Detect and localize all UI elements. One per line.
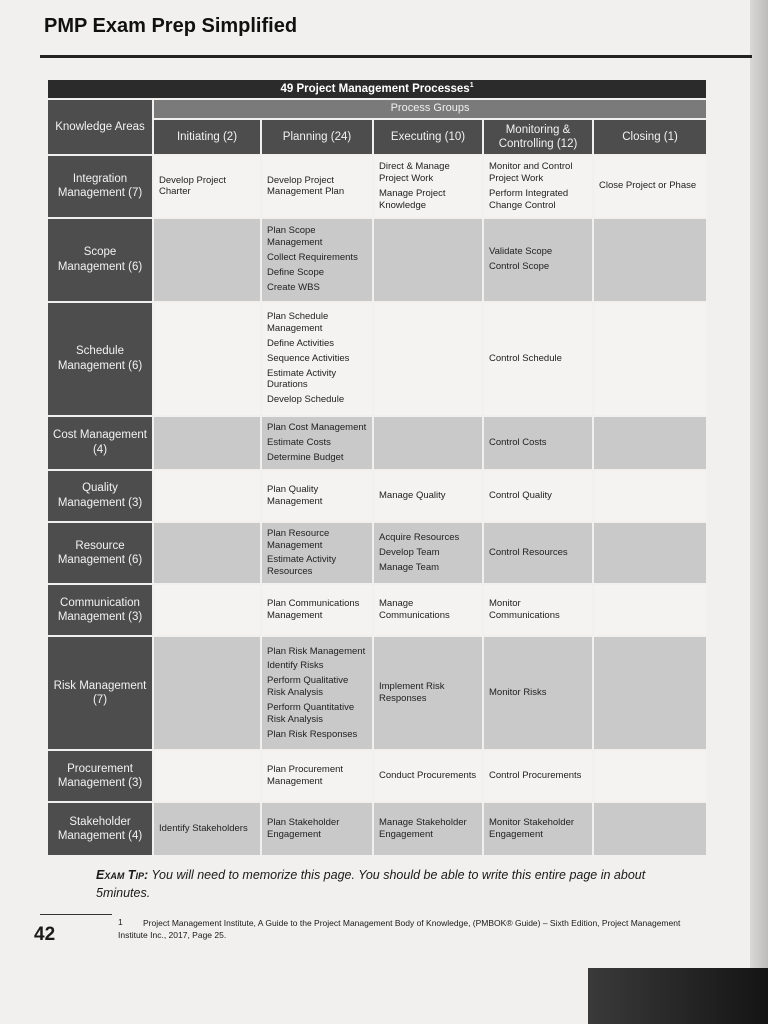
process-cell-monitoring xyxy=(484,585,592,635)
process-cell-executing xyxy=(374,417,482,469)
process-name: Develop Team xyxy=(379,546,440,558)
table-row xyxy=(48,156,706,217)
process-cell-monitoring xyxy=(484,751,592,801)
process-cell-initiating xyxy=(154,219,260,301)
process-name: Manage Project Knowledge xyxy=(379,187,446,211)
process-cell-initiating xyxy=(154,156,260,217)
process-name: Plan Cost Management xyxy=(267,421,367,433)
process-name: Create WBS xyxy=(267,281,320,293)
process-table xyxy=(46,78,708,857)
process-cell-executing xyxy=(374,471,482,521)
background-object xyxy=(588,968,768,1024)
process-name: Sequence Activities xyxy=(267,352,350,364)
table-row xyxy=(48,751,706,801)
process-cell-closing xyxy=(594,471,706,521)
process-cell-closing xyxy=(594,637,706,749)
column-header-closing: Closing (1) xyxy=(594,120,706,154)
process-name: Plan Communications Management xyxy=(267,598,360,622)
process-name: Plan Procurement Management xyxy=(267,764,344,788)
process-name: Control Costs xyxy=(489,436,547,448)
process-cell-closing xyxy=(594,751,706,801)
page-edge xyxy=(750,0,768,1024)
process-name: Control Scope xyxy=(489,261,550,273)
table-row xyxy=(48,417,706,469)
process-groups-header: Process Groups xyxy=(154,100,706,118)
process-name: Define Scope xyxy=(267,267,325,279)
process-cell-closing xyxy=(594,303,706,415)
process-cell-monitoring xyxy=(484,303,592,415)
process-name: Estimate Costs xyxy=(267,436,331,448)
process-name: Develop Schedule xyxy=(267,394,345,406)
process-name: Control Resources xyxy=(489,546,568,558)
footnote-text: Project Management Institute, A Guide to the Project Management Body of Knowledge, (PMBOK® Guide) – Sixth Edition, Project Management Institute Inc., 2017, Page 25. xyxy=(118,918,681,941)
process-name: Identify Stakeholders xyxy=(159,823,248,835)
process-name: Manage Communications xyxy=(379,598,450,622)
process-cell-executing xyxy=(374,803,482,855)
process-cell-initiating xyxy=(154,523,260,584)
process-name: Manage Team xyxy=(379,561,440,573)
table-row xyxy=(48,803,706,855)
table-body xyxy=(48,156,706,855)
column-header-executing: Executing (10) xyxy=(374,120,482,154)
table-row xyxy=(48,471,706,521)
process-cell-closing xyxy=(594,417,706,469)
process-cell-monitoring xyxy=(484,156,592,217)
process-cell-initiating xyxy=(154,417,260,469)
process-cell-planning xyxy=(262,585,372,635)
knowledge-area-cell: Integration Management (7) xyxy=(48,156,152,217)
exam-tip xyxy=(96,867,696,902)
process-name: Validate Scope xyxy=(489,246,553,258)
process-name: Plan Schedule Management xyxy=(267,311,329,334)
process-cell-planning xyxy=(262,803,372,855)
process-name: Plan Risk Management xyxy=(267,645,366,657)
process-name: Control Procurements xyxy=(489,770,582,782)
process-name: Monitor Communications xyxy=(489,598,560,622)
process-cell-planning xyxy=(262,417,372,469)
process-cell-executing xyxy=(374,585,482,635)
process-cell-initiating xyxy=(154,303,260,415)
process-name: Develop Project Charter xyxy=(159,174,227,198)
process-cell-monitoring xyxy=(484,471,592,521)
process-name: Perform Integrated Change Control xyxy=(489,187,569,211)
table-row xyxy=(48,637,706,749)
knowledge-area-cell: Stakeholder Management (4) xyxy=(48,803,152,855)
exam-tip-text: You will need to memorize this page. You should be able to write this entire page in about 5minutes. xyxy=(96,868,646,900)
column-header-initiating: Initiating (2) xyxy=(154,120,260,154)
process-name: Monitor and Control Project Work xyxy=(489,161,573,184)
table-row xyxy=(48,585,706,635)
process-cell-planning xyxy=(262,637,372,749)
footnote-marker: 1 xyxy=(118,917,123,927)
exam-tip-label: Exam Tip: xyxy=(96,868,149,882)
knowledge-area-cell: Resource Management (6) xyxy=(48,523,152,584)
process-name: Acquire Resources xyxy=(379,532,460,544)
process-name: Plan Resource Management xyxy=(267,527,330,551)
process-cell-closing xyxy=(594,219,706,301)
footnote-rule xyxy=(40,914,112,915)
knowledge-area-cell: Quality Management (3) xyxy=(48,471,152,521)
process-name: Perform Qualitative Risk Analysis xyxy=(267,675,349,699)
process-cell-initiating xyxy=(154,471,260,521)
process-cell-monitoring xyxy=(484,803,592,855)
process-cell-monitoring xyxy=(484,523,592,584)
process-cell-executing xyxy=(374,303,482,415)
process-cell-monitoring xyxy=(484,219,592,301)
process-cell-executing xyxy=(374,523,482,584)
table-row xyxy=(48,523,706,584)
knowledge-area-cell: Schedule Management (6) xyxy=(48,303,152,415)
knowledge-areas-header: Knowledge Areas xyxy=(48,100,152,154)
process-cell-planning xyxy=(262,471,372,521)
process-cell-monitoring xyxy=(484,417,592,469)
process-cell-planning xyxy=(262,219,372,301)
process-cell-executing xyxy=(374,156,482,217)
page-number: 42 xyxy=(34,924,56,945)
knowledge-area-cell: Risk Management (7) xyxy=(48,637,152,749)
book-title: PMP Exam Prep Simplified xyxy=(44,15,298,37)
process-cell-initiating xyxy=(154,803,260,855)
process-cell-closing xyxy=(594,585,706,635)
knowledge-area-cell: Communication Management (3) xyxy=(48,585,152,635)
process-name: Define Activities xyxy=(267,337,335,349)
table-row xyxy=(48,303,706,415)
process-name: Close Project or Phase xyxy=(599,180,697,192)
process-name: Manage Stakeholder Engagement xyxy=(379,817,467,841)
process-cell-closing xyxy=(594,803,706,855)
process-name: Implement Risk Responses xyxy=(379,681,445,705)
process-cell-initiating xyxy=(154,751,260,801)
process-name: Control Schedule xyxy=(489,352,562,364)
process-name: Identify Risks xyxy=(267,660,324,672)
process-name: Collect Requirements xyxy=(267,252,358,264)
process-name: Monitor Stakeholder Engagement xyxy=(489,817,575,841)
process-cell-initiating xyxy=(154,585,260,635)
process-cell-executing xyxy=(374,219,482,301)
knowledge-area-cell: Procurement Management (3) xyxy=(48,751,152,801)
process-cell-planning xyxy=(262,751,372,801)
process-cell-monitoring xyxy=(484,637,592,749)
process-name: Manage Quality xyxy=(379,489,446,501)
table-title-footnote-ref: 1 xyxy=(469,82,474,90)
process-cell-planning xyxy=(262,303,372,415)
process-cell-planning xyxy=(262,156,372,217)
process-cell-executing xyxy=(374,637,482,749)
process-name: Plan Scope Management xyxy=(267,225,323,249)
process-name: Estimate Activity Durations xyxy=(267,367,337,391)
knowledge-area-cell: Scope Management (6) xyxy=(48,219,152,301)
process-name: Plan Quality Management xyxy=(267,483,323,507)
process-cell-executing xyxy=(374,751,482,801)
column-header-monitoring: Monitoring & Controlling (12) xyxy=(484,120,592,154)
process-name: Estimate Activity Resources xyxy=(267,554,337,578)
table-row xyxy=(48,219,706,301)
process-name: Direct & Manage Project Work xyxy=(379,161,450,184)
process-cell-initiating xyxy=(154,637,260,749)
table-title: 49 Project Management Processes xyxy=(280,83,470,95)
table-title-cell xyxy=(48,80,706,98)
process-cell-closing xyxy=(594,523,706,584)
process-name: Perform Quantitative Risk Analysis xyxy=(267,702,355,725)
column-header-planning: Planning (24) xyxy=(262,120,372,154)
process-name: Plan Risk Responses xyxy=(267,728,358,740)
process-cell-closing xyxy=(594,156,706,217)
process-name: Plan Stakeholder Engagement xyxy=(267,817,340,841)
title-rule xyxy=(40,55,752,58)
process-name: Conduct Procurements xyxy=(379,770,477,782)
process-name: Determine Budget xyxy=(267,451,344,463)
process-name: Monitor Risks xyxy=(489,687,547,699)
process-cell-planning xyxy=(262,523,372,584)
process-name: Control Quality xyxy=(489,489,552,501)
knowledge-area-cell: Cost Management (4) xyxy=(48,417,152,469)
process-name: Develop Project Management Plan xyxy=(267,174,345,198)
